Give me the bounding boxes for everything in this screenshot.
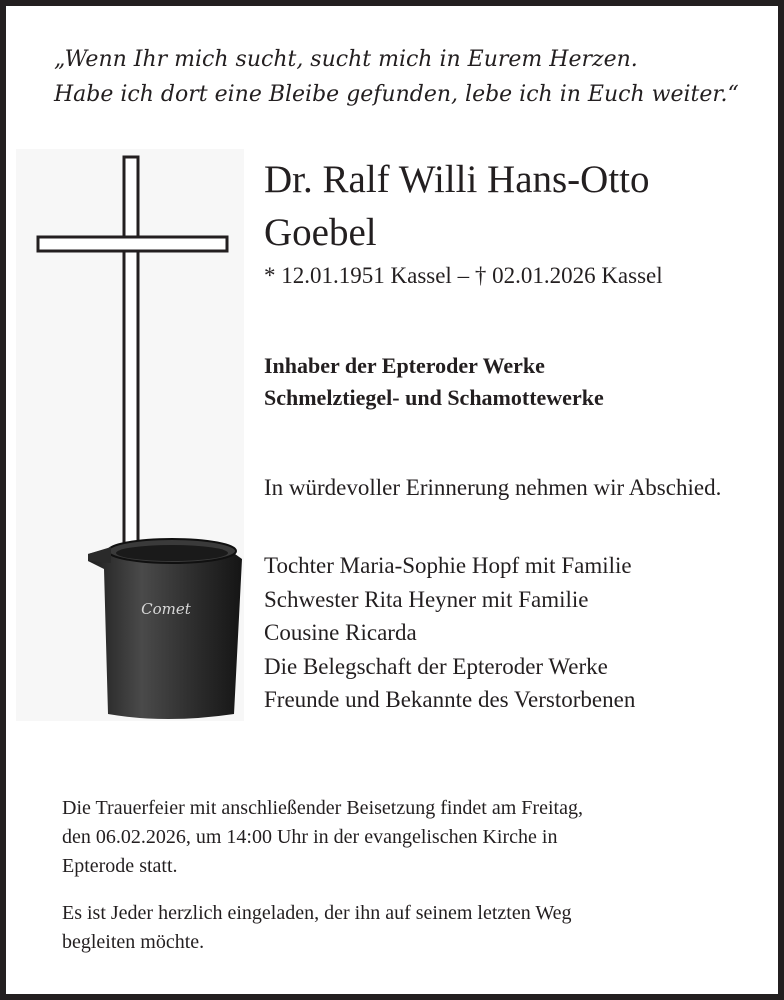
crucible-icon [88, 539, 242, 719]
mourners-list [264, 549, 764, 717]
role-line-2: Schmelztiegel- und Schamottewerke [264, 385, 604, 410]
deceased-name [264, 153, 764, 259]
service-line-2: den 06.02.2026, um 14:00 Uhr in der evangelischen Kirche in [62, 826, 558, 848]
invite-line-2: begleiten möchte. [62, 931, 205, 953]
life-dates: * 12.01.1951 Kassel – † 02.01.2026 Kassel [264, 263, 663, 288]
quote-line-1: „Wenn Ihr mich sucht, sucht mich in Eurem Herzen. [54, 47, 638, 72]
list-item: Cousine Ricarda [264, 620, 417, 645]
list-item: Schwester Rita Heyner mit Familie [264, 586, 589, 612]
memorial-quote [54, 42, 754, 112]
list-item: Die Belegschaft der Epteroder Werke [264, 653, 608, 679]
invite-line-1: Es ist Jeder herzlich eingeladen, der ihn auf seinem letzten Weg [62, 902, 572, 924]
cross-and-crucible-image [16, 149, 244, 721]
crucible-logo-text: Comet [141, 600, 191, 618]
funeral-service-notice [62, 794, 752, 881]
name-line-2: Goebel [264, 211, 377, 254]
service-line-1: Die Trauerfeier mit anschließender Beisetzung findet am Freitag, [62, 797, 583, 819]
farewell-intro: In würdevoller Erinnerung nehmen wir Abschied. [264, 475, 722, 500]
role-line-1: Inhaber der Epteroder Werke [264, 353, 545, 378]
list-item: Tochter Maria-Sophie Hopf mit Familie [264, 553, 632, 578]
role-title [264, 350, 764, 414]
invitation-notice [62, 899, 752, 957]
quote-line-2: Habe ich dort eine Bleibe gefunden, lebe ich in Euch weiter.“ [54, 82, 739, 107]
service-line-3: Epterode statt. [62, 855, 178, 877]
name-line-1: Dr. Ralf Willi Hans-Otto [264, 158, 650, 201]
list-item: Freunde und Bekannte des Verstorbenen [264, 687, 636, 712]
